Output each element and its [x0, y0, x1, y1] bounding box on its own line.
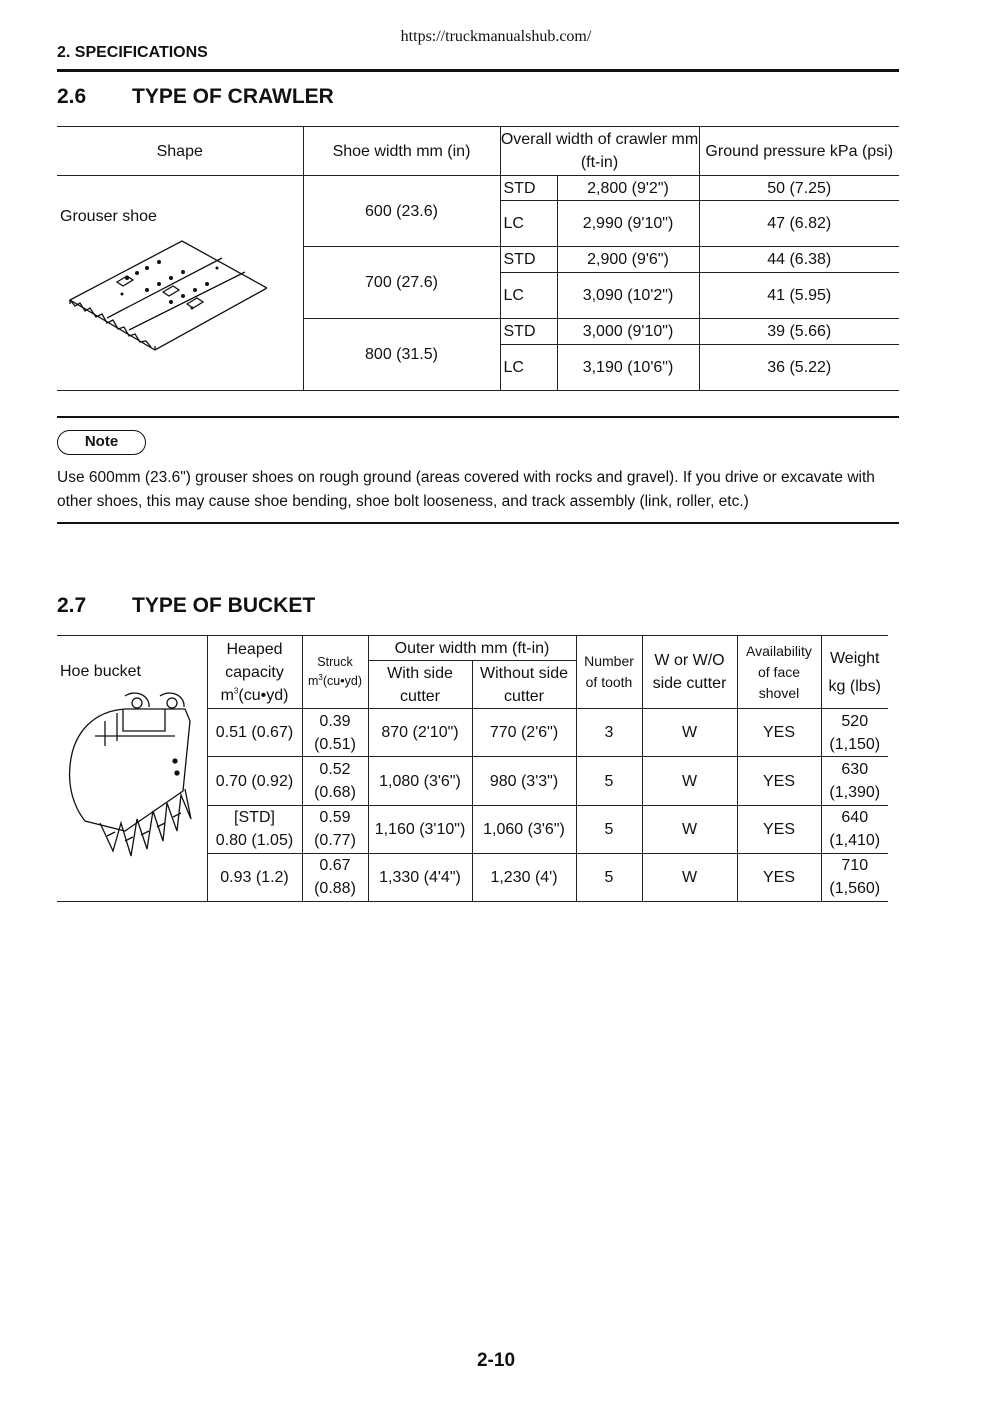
type-cell: LC [500, 201, 557, 247]
struck-header-unit [303, 672, 368, 691]
header-heaped-capacity [207, 636, 302, 709]
heaped-value: 0.93 (1.2) [220, 868, 289, 886]
ground-pressure-cell: 36 (5.22) [699, 345, 899, 391]
ground-pressure-cell: 50 (7.25) [699, 176, 899, 201]
teeth-cell: 3 [576, 709, 642, 757]
struck-cell [302, 805, 368, 853]
struck-header-line: Struck [317, 655, 353, 670]
heaped-header-unit [208, 684, 302, 707]
struck-unit-cuyd: (cu•yd) [322, 674, 362, 689]
note-badge: Note [57, 430, 146, 455]
weight-cell [821, 709, 888, 757]
without-cutter-cell: 1,060 (3'6") [472, 805, 576, 853]
header-struck-capacity [302, 636, 368, 709]
weight-header-line: kg (lbs) [828, 677, 881, 695]
header-number-of-tooth [576, 636, 642, 709]
struck-value-imperial: (0.77) [314, 832, 356, 850]
struck-cell [302, 853, 368, 901]
weight-value: 710 [841, 857, 869, 875]
with-cutter-header-line: With side [387, 664, 453, 682]
type-cell: STD [500, 247, 557, 273]
heaped-unit-sup: 3 [233, 686, 239, 696]
note-text: Use 600mm (23.6") grouser shoes on rough ground (areas covered with rocks and gravel). If you drive or excavate with other shoes, this may cause shoe bending, shoe bolt looseness, and track assembly (link, roller, etc.) [57, 469, 875, 510]
crawler-section-number: 2.6 [57, 85, 87, 108]
face-shovel-cell: YES [737, 805, 821, 853]
teeth-cell: 5 [576, 757, 642, 805]
table-row [57, 176, 899, 201]
heaped-cell [207, 853, 302, 901]
heaped-unit-cuyd: (cu•yd) [238, 686, 289, 704]
heaped-header-line: Heaped [226, 640, 283, 658]
with-cutter-cell: 1,160 (3'10") [368, 805, 472, 853]
side-cutter-header-line: side cutter [652, 675, 727, 693]
type-cell: LC [500, 345, 557, 391]
grouser-shoe-illustration [67, 238, 267, 352]
shovel-header-line: of face [757, 663, 801, 680]
face-shovel-cell: YES [737, 757, 821, 805]
heaped-value: 0.51 (0.67) [215, 724, 294, 742]
struck-value: 0.39 [319, 712, 351, 730]
overall-width-cell: 2,800 (9'2") [557, 176, 699, 201]
shovel-header-line: shovel [758, 684, 800, 701]
header-overall-width: Overall width of crawler mm (ft-in) [500, 127, 699, 176]
heaped-value: 0.80 (1.05) [215, 832, 294, 850]
with-cutter-cell: 1,080 (3'6") [368, 757, 472, 805]
weight-cell [821, 853, 888, 901]
weight-cell [821, 805, 888, 853]
overall-width-cell: 2,900 (9'6") [557, 247, 699, 273]
tooth-header-line: Number [584, 653, 634, 670]
crawler-header-row [57, 127, 899, 176]
with-cutter-cell: 870 (2'10") [368, 709, 472, 757]
struck-value: 0.67 [319, 857, 351, 875]
weight-value-imperial: (1,390) [829, 784, 881, 802]
without-cutter-header-line: Without side [479, 664, 569, 682]
shape-cell [57, 176, 303, 391]
shoe-width-cell: 600 (23.6) [303, 176, 500, 247]
header-shoe-width: Shoe width mm (in) [303, 127, 500, 176]
header-shape: Shape [57, 127, 303, 176]
header-ground-pressure: Ground pressure kPa (psi) [699, 127, 899, 176]
weight-value: 640 [841, 809, 869, 827]
header-weight [821, 636, 888, 709]
type-cell: LC [500, 273, 557, 319]
bucket-section-title: TYPE OF BUCKET [132, 594, 316, 617]
header-side-cutter [642, 636, 737, 709]
struck-value-imperial: (0.51) [314, 735, 356, 753]
overall-width-cell: 3,090 (10'2") [557, 273, 699, 319]
shovel-header-line: Availability [746, 642, 812, 659]
weight-cell [821, 757, 888, 805]
bucket-table [57, 635, 888, 902]
crawler-table [57, 126, 899, 391]
struck-value-imperial: (0.68) [314, 784, 356, 802]
note-top-rule [57, 416, 899, 418]
hoe-bucket-illustration [65, 691, 205, 871]
bucket-section-number: 2.7 [57, 594, 87, 617]
overall-width-cell: 3,190 (10'6") [557, 345, 699, 391]
header-outer-width: Outer width mm (ft-in) [368, 636, 576, 661]
overall-width-cell: 3,000 (9'10") [557, 319, 699, 345]
header-without-side-cutter [472, 661, 576, 709]
teeth-cell: 5 [576, 853, 642, 901]
face-shovel-cell: YES [737, 709, 821, 757]
heaped-cell [207, 757, 302, 805]
struck-unit-sup: 3 [318, 672, 323, 682]
weight-value: 520 [841, 712, 869, 730]
weight-value: 630 [841, 761, 869, 779]
face-shovel-cell: YES [737, 853, 821, 901]
shoe-width-cell: 800 (31.5) [303, 319, 500, 391]
side-cutter-header-line: W or W/O [654, 652, 725, 670]
heaped-value: 0.70 (0.92) [215, 772, 294, 790]
hoe-bucket-label: Hoe bucket [60, 663, 141, 680]
struck-value-imperial: (0.88) [314, 880, 356, 898]
type-cell: STD [500, 319, 557, 345]
weight-value-imperial: (1,560) [829, 880, 881, 898]
header-face-shovel [737, 636, 821, 709]
shape-cell [57, 636, 207, 902]
weight-header-line: Weight [829, 649, 880, 667]
without-cutter-cell: 770 (2'6") [472, 709, 576, 757]
grouser-shoe-label: Grouser shoe [60, 208, 157, 225]
ground-pressure-cell: 47 (6.82) [699, 201, 899, 247]
struck-unit-m: m [308, 674, 319, 689]
heaped-header-line: capacity [225, 663, 284, 681]
side-cutter-cell: W [642, 853, 737, 901]
side-cutter-cell: W [642, 757, 737, 805]
page-number: 2-10 [476, 1350, 516, 1371]
side-cutter-cell: W [642, 709, 737, 757]
without-cutter-cell: 1,230 (4') [472, 853, 576, 901]
heaped-unit-m: m [220, 686, 234, 704]
tooth-header-line: of tooth [585, 674, 633, 691]
chapter-heading: 2. SPECIFICATIONS [57, 44, 208, 61]
source-url: https://truckmanualshub.com/ [400, 28, 592, 45]
weight-value-imperial: (1,410) [829, 832, 881, 850]
overall-width-cell: 2,990 (9'10") [557, 201, 699, 247]
type-cell: STD [500, 176, 557, 201]
heaped-cell [207, 709, 302, 757]
header-with-side-cutter [368, 661, 472, 709]
struck-value: 0.59 [319, 809, 351, 827]
heaped-cell [207, 805, 302, 853]
without-cutter-cell: 980 (3'3") [472, 757, 576, 805]
struck-cell [302, 709, 368, 757]
shoe-width-cell: 700 (27.6) [303, 247, 500, 319]
bucket-header-row [57, 636, 888, 661]
note-bottom-rule [57, 522, 899, 524]
ground-pressure-cell: 39 (5.66) [699, 319, 899, 345]
with-cutter-header-line: cutter [399, 687, 440, 705]
teeth-cell: 5 [576, 805, 642, 853]
struck-value: 0.52 [319, 761, 351, 779]
weight-value-imperial: (1,150) [829, 735, 881, 753]
without-cutter-header-line: cutter [503, 687, 544, 705]
header-rule [57, 69, 899, 72]
heaped-std-tag: [STD] [234, 809, 275, 827]
crawler-section-title: TYPE OF CRAWLER [132, 85, 334, 108]
with-cutter-cell: 1,330 (4'4") [368, 853, 472, 901]
struck-cell [302, 757, 368, 805]
ground-pressure-cell: 41 (5.95) [699, 273, 899, 319]
ground-pressure-cell: 44 (6.38) [699, 247, 899, 273]
side-cutter-cell: W [642, 805, 737, 853]
